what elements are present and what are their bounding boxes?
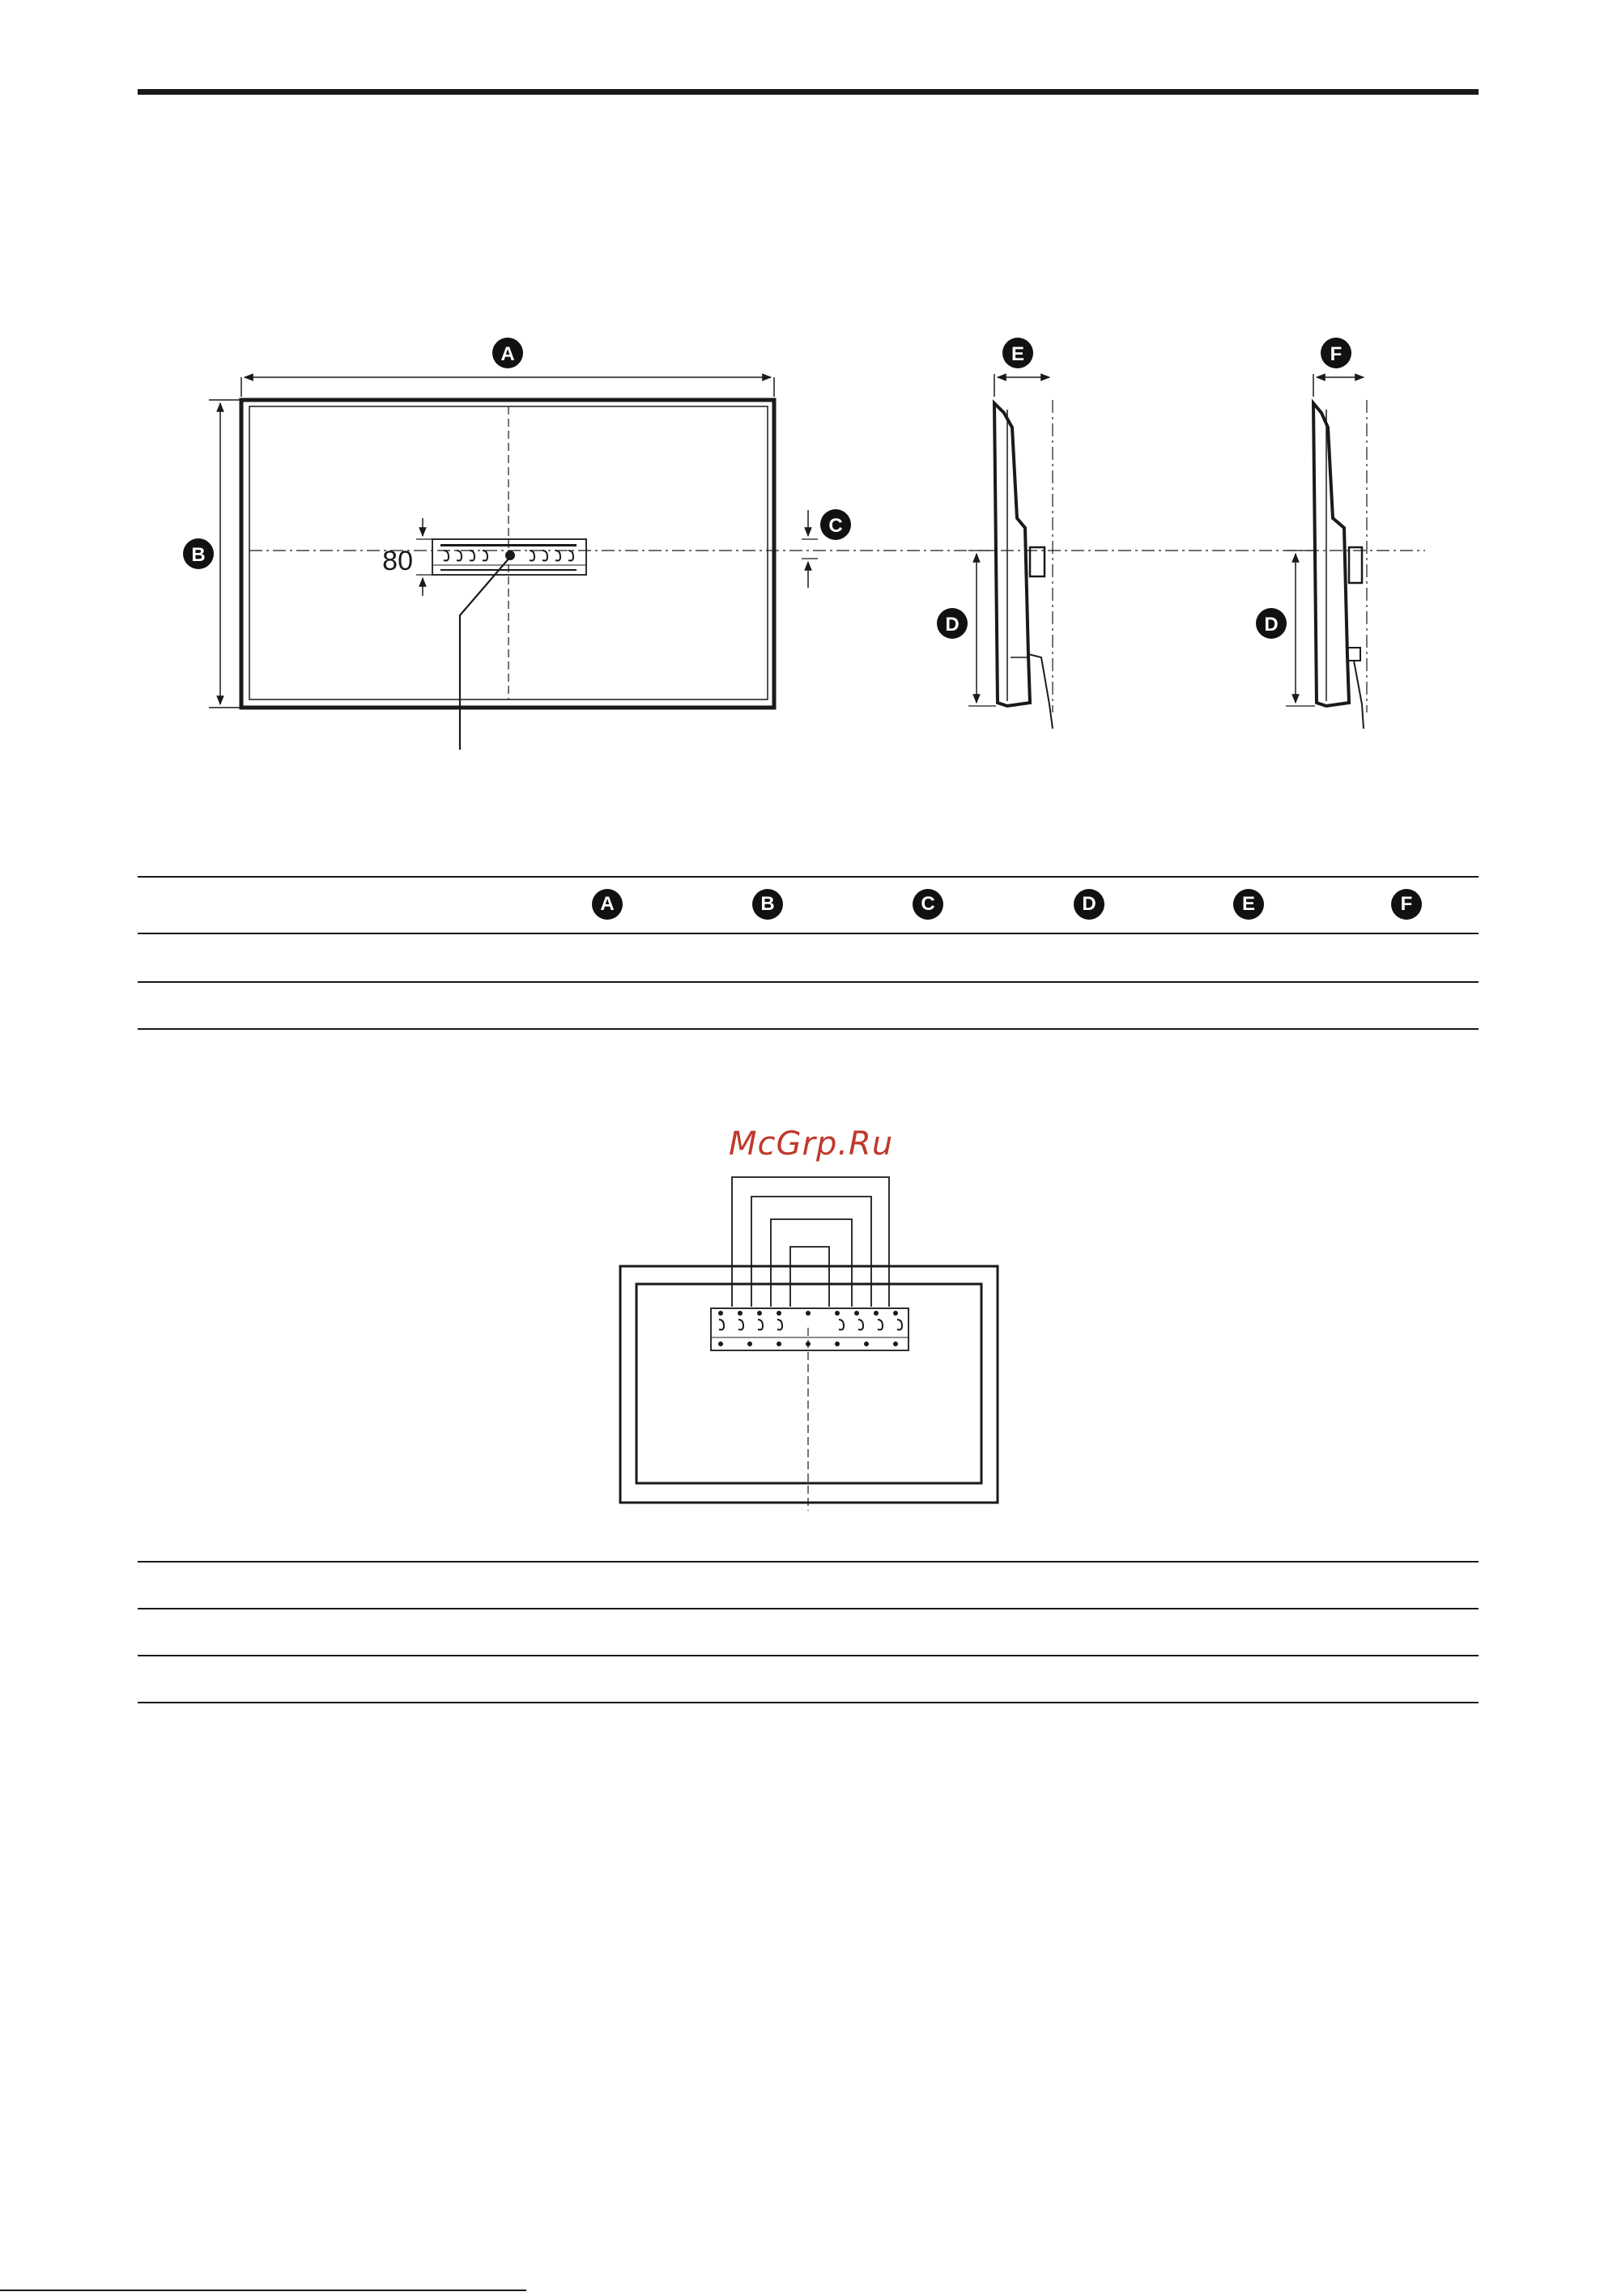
dimension-80-label: 80 xyxy=(382,546,413,576)
header-badge-f: F xyxy=(1391,889,1422,920)
badge-b xyxy=(183,538,214,569)
table2-rule-1 xyxy=(138,1561,1479,1563)
svg-text:F: F xyxy=(1330,343,1343,365)
table-rule-1 xyxy=(138,933,1479,934)
table-rule-top xyxy=(138,876,1479,878)
table-header-row xyxy=(0,889,1617,921)
svg-text:D: D xyxy=(1264,614,1279,636)
badge-a xyxy=(492,338,523,368)
table2-rule-4 xyxy=(138,1702,1479,1703)
header-badge-b: B xyxy=(752,889,783,920)
dimension-diagram xyxy=(0,308,1617,1085)
badge-c xyxy=(820,509,851,540)
footer-rule xyxy=(0,2290,526,2291)
callout-leader xyxy=(460,557,510,750)
rear-view-diagram xyxy=(0,1158,1617,1546)
svg-text:B: B xyxy=(191,544,206,566)
badge-d-1 xyxy=(937,608,968,639)
svg-text:E: E xyxy=(1011,343,1025,365)
side-view-1 xyxy=(994,403,1030,706)
badge-e xyxy=(1002,338,1033,368)
badge-f xyxy=(1321,338,1351,368)
badge-d-2 xyxy=(1256,608,1287,639)
svg-text:C: C xyxy=(828,515,843,537)
side-view-2 xyxy=(1313,403,1349,706)
header-badge-d: D xyxy=(1074,889,1104,920)
svg-text:D: D xyxy=(945,614,960,636)
table2-rule-3 xyxy=(138,1655,1479,1656)
table-rule-2 xyxy=(138,981,1479,983)
header-badge-c: C xyxy=(913,889,943,920)
rear-view-outer xyxy=(620,1266,998,1503)
table2-rule-2 xyxy=(138,1608,1479,1609)
top-rule xyxy=(138,89,1479,95)
header-badge-e: E xyxy=(1233,889,1264,920)
table-rule-3 xyxy=(138,1028,1479,1030)
svg-text:A: A xyxy=(500,343,515,365)
watermark: McGrp.Ru xyxy=(729,1125,894,1163)
header-badge-a: A xyxy=(592,889,623,920)
